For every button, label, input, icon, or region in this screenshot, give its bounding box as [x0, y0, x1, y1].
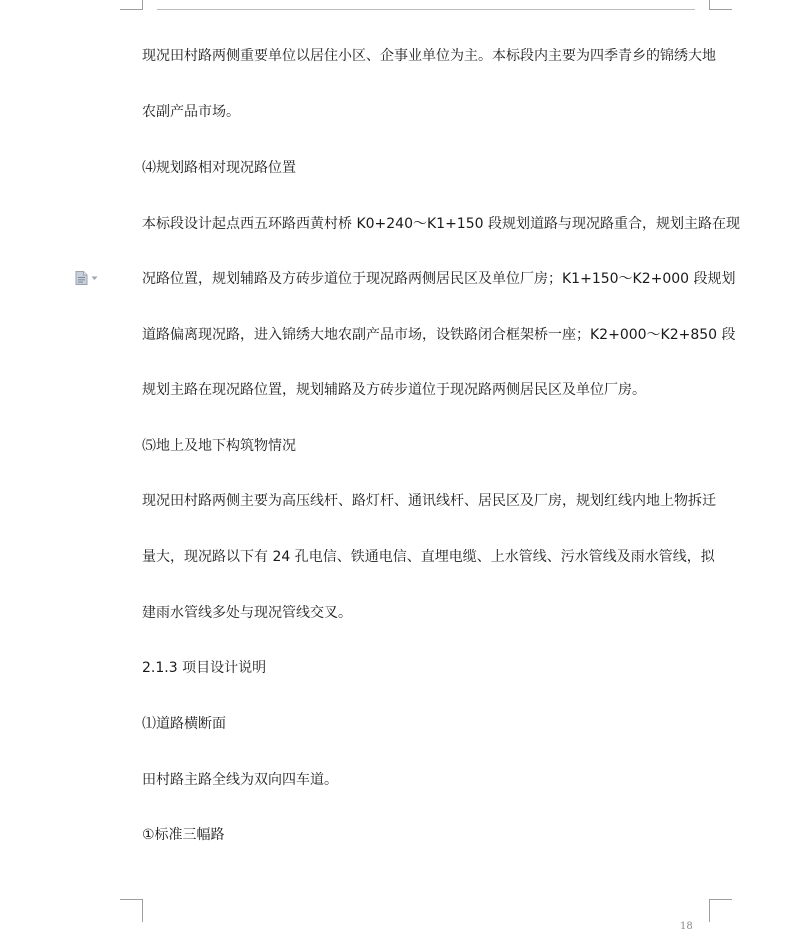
body-line-4: 本标段设计起点西五环路西黄村桥 K0+240～K1+150 段规划道路与现况路重合，规划主路在现	[142, 216, 740, 232]
crop-mark-bottom-left	[120, 899, 143, 922]
body-line-14: 田村路主路全线为双向四车道。	[142, 772, 338, 788]
crop-mark-top-right	[709, 0, 732, 10]
paragraph-tool-button[interactable]	[75, 271, 103, 285]
chevron-down-icon	[91, 276, 98, 281]
section-heading-1: ⑴道路横断面	[142, 716, 226, 732]
body-line-9: 现况田村路两侧主要为高压线杆、路灯杆、通讯线杆、居民区及厂房，规划红线内地上物拆迁	[142, 493, 716, 509]
body-line-2: 农副产品市场。	[142, 104, 240, 120]
section-heading-5: ⑸地上及地下构筑物情况	[142, 438, 296, 454]
page-number: 18	[680, 921, 693, 932]
section-heading-4: ⑷规划路相对现况路位置	[142, 160, 296, 176]
body-line-1: 现况田村路两侧重要单位以居住小区、企事业单位为主。本标段内主要为四季青乡的锦绣大地	[142, 48, 716, 64]
body-line-6: 道路偏离现况路，进入锦绣大地农副产品市场，设铁路闭合框架桥一座；K2+000～K2+850 段	[142, 327, 736, 343]
body-line-11: 建雨水管线多处与现况管线交叉。	[142, 605, 352, 621]
body-line-5: 况路位置，规划辅路及方砖步道位于现况路两侧居民区及单位厂房；K1+150～K2+000 段规划	[142, 271, 736, 287]
document-icon	[75, 271, 88, 285]
crop-mark-bottom-right	[709, 899, 732, 922]
body-line-7: 规划主路在现况路位置，规划辅路及方砖步道位于现况路两侧居民区及单位厂房。	[142, 382, 646, 398]
crop-mark-top-left	[120, 0, 143, 10]
body-line-10: 量大，现况路以下有 24 孔电信、铁通电信、直埋电缆、上水管线、污水管线及雨水管线，拟	[142, 549, 715, 565]
header-rule	[157, 9, 695, 10]
section-heading-2-1-3: 2.1.3 项目设计说明	[142, 660, 267, 676]
sub-heading-standard-road: ①标准三幅路	[142, 827, 225, 843]
